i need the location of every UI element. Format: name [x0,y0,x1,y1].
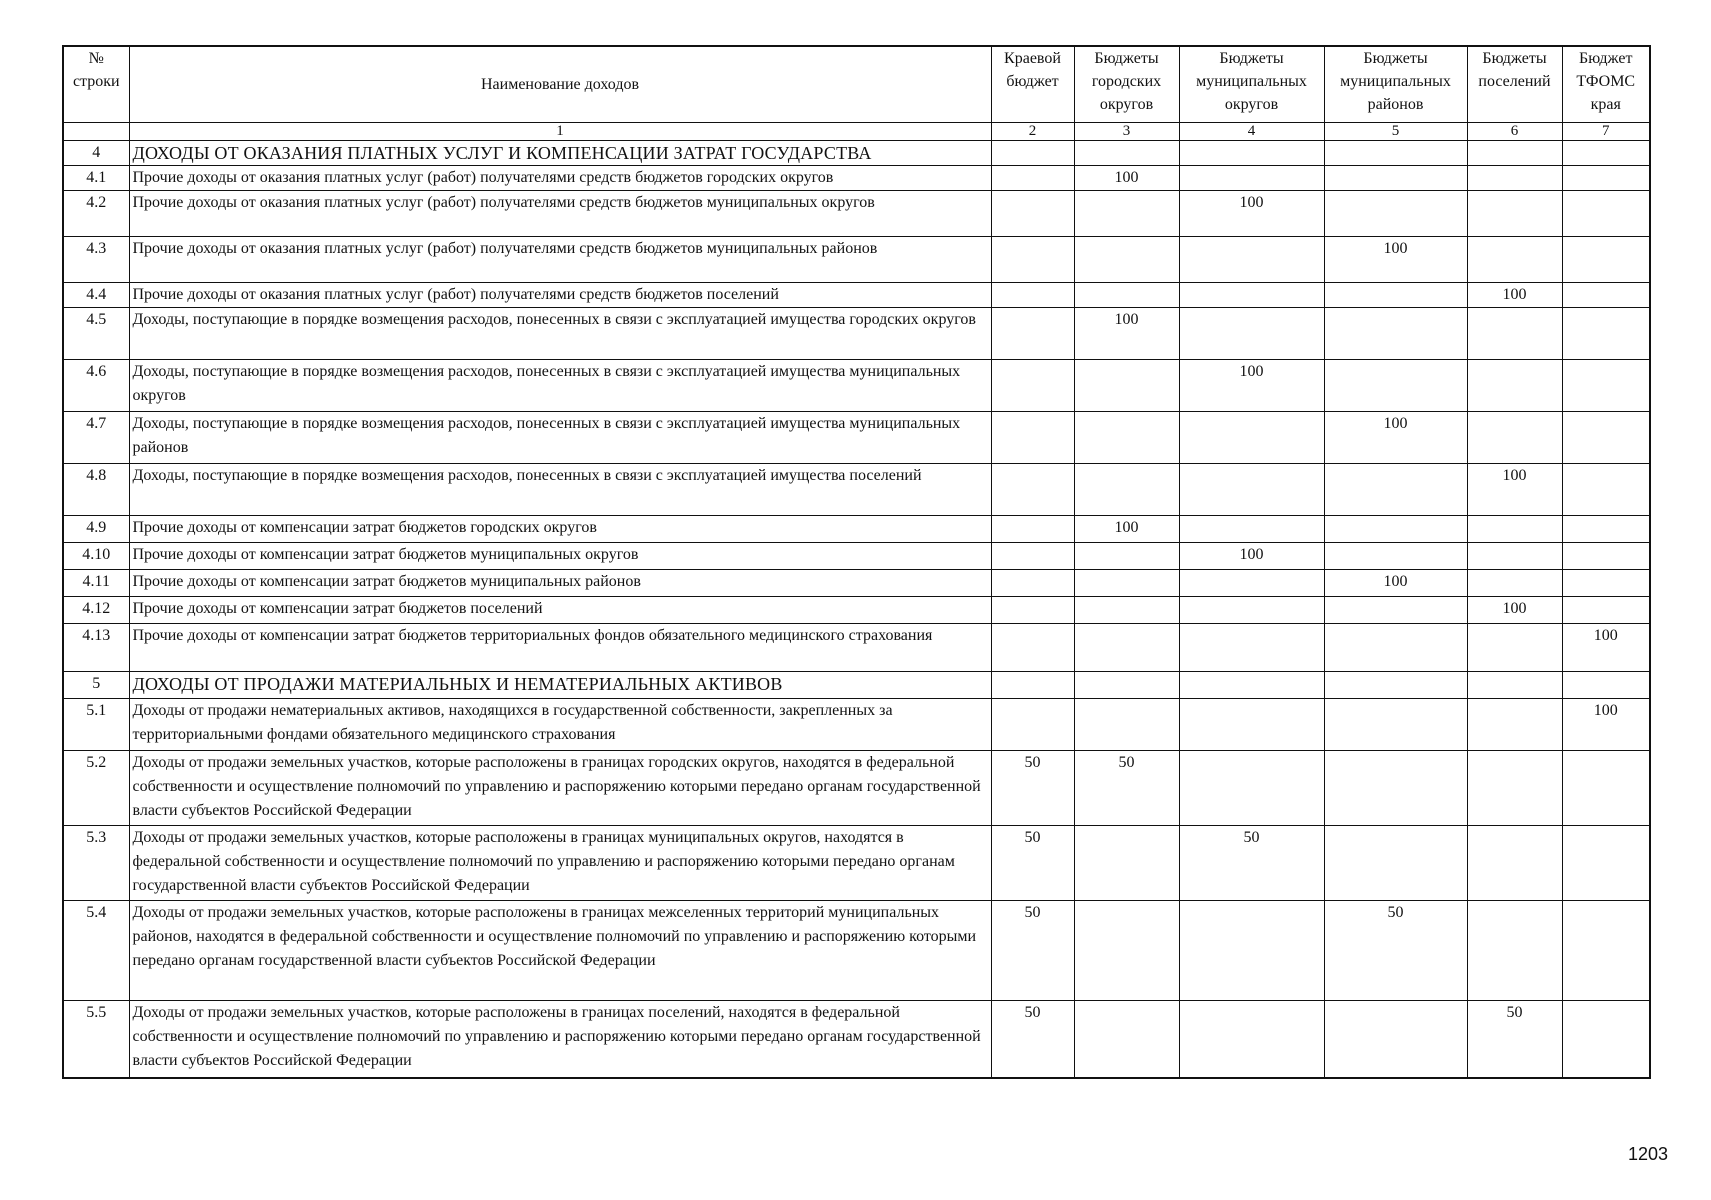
percent-cell [1467,750,1562,825]
table-row [63,411,1650,463]
section-title: ДОХОДЫ ОТ ПРОДАЖИ МАТЕРИАЛЬНЫХ И НЕМАТЕРИАЛЬНЫХ АКТИВОВ [129,671,991,698]
percent-cell [991,165,1074,190]
percent-cell [1324,140,1467,165]
percent-cell [1562,307,1650,359]
row-code: 5.3 [63,825,129,900]
percent-cell: 100 [1179,359,1324,411]
percent-cell: 100 [1467,282,1562,307]
row-code: 4.2 [63,190,129,236]
percent-cell: 100 [1324,236,1467,282]
percent-cell [991,140,1074,165]
percent-cell [1179,463,1324,515]
section-row [63,671,1650,698]
percent-cell [1562,140,1650,165]
table-row [63,900,1650,1000]
percent-cell [1324,542,1467,569]
percent-cell [1562,900,1650,1000]
header-revenue-name: Наименование доходов [129,46,991,122]
section-row [63,140,1650,165]
revenue-name: Прочие доходы от оказания платных услуг (работ) получателями средств бюджетов муниципальных районов [129,236,991,282]
revenue-name: Доходы от продажи земельных участков, которые расположены в границах поселений, находятся в федеральной собственности и осуществление полномочий по управлению и распоряжению которыми передано органам государственной власти субъектов Российской Федерации [129,1000,991,1078]
row-code: 4.13 [63,623,129,671]
row-code: 4.8 [63,463,129,515]
revenue-name: Доходы, поступающие в порядке возмещения расходов, понесенных в связи с эксплуатацией имущества городских округов [129,307,991,359]
row-code: 4.1 [63,165,129,190]
column-number: 6 [1467,122,1562,140]
table-row [63,463,1650,515]
percent-cell [1179,623,1324,671]
percent-cell [1179,282,1324,307]
revenue-distribution-table [62,45,1651,1079]
column-number: 2 [991,122,1074,140]
row-code: 5 [63,671,129,698]
percent-cell [1562,282,1650,307]
column-number: 7 [1562,122,1650,140]
percent-cell [991,515,1074,542]
table-row [63,623,1650,671]
percent-cell [1324,698,1467,750]
percent-cell: 100 [1324,569,1467,596]
percent-cell [1179,515,1324,542]
table-row [63,596,1650,623]
percent-cell [1074,411,1179,463]
percent-cell: 50 [991,825,1074,900]
percent-cell [1179,236,1324,282]
row-code: 4 [63,140,129,165]
header-row-number: № строки [63,46,129,122]
percent-cell [1074,463,1179,515]
revenue-name: Доходы, поступающие в порядке возмещения расходов, понесенных в связи с эксплуатацией имущества муниципальных районов [129,411,991,463]
percent-cell [1179,140,1324,165]
percent-cell [1467,900,1562,1000]
percent-cell [1467,236,1562,282]
percent-cell [1562,750,1650,825]
percent-cell: 50 [1074,750,1179,825]
column-number: 5 [1324,122,1467,140]
revenue-name: Доходы, поступающие в порядке возмещения расходов, понесенных в связи с эксплуатацией имущества поселений [129,463,991,515]
header-tfoms-budget: Бюджет ТФОМС края [1562,46,1650,122]
percent-cell [1562,569,1650,596]
row-code: 4.5 [63,307,129,359]
percent-cell [1467,307,1562,359]
percent-cell [991,623,1074,671]
row-code: 4.9 [63,515,129,542]
percent-cell [991,411,1074,463]
percent-cell [1074,1000,1179,1078]
row-code: 4.12 [63,596,129,623]
table-row [63,515,1650,542]
row-code: 4.6 [63,359,129,411]
percent-cell: 50 [1179,825,1324,900]
revenue-name: Доходы от продажи земельных участков, которые расположены в границах муниципальных округов, находятся в федеральной собственности и осуществление полномочий по управлению и распоряжению которыми передано органам государственной власти субъектов Российской Федерации [129,825,991,900]
percent-cell [1324,596,1467,623]
percent-cell [1324,359,1467,411]
revenue-name: Прочие доходы от компенсации затрат бюджетов поселений [129,596,991,623]
percent-cell [1179,900,1324,1000]
header-municipal-regions-budgets: Бюджеты муниципальных районов [1324,46,1467,122]
revenue-name: Доходы от продажи нематериальных активов, находящихся в государственной собственности, закрепленных за территориальными фондами обязательного медицинского страхования [129,698,991,750]
percent-cell [1467,165,1562,190]
revenue-name: Прочие доходы от компенсации затрат бюджетов муниципальных округов [129,542,991,569]
table-row [63,750,1650,825]
revenue-name: Прочие доходы от оказания платных услуг (работ) получателями средств бюджетов городских округов [129,165,991,190]
percent-cell [1074,596,1179,623]
revenue-name: Доходы от продажи земельных участков, которые расположены в границах городских округов, находятся в федеральной собственности и осуществление полномочий по управлению и распоряжению которыми передано органам государственной власти субъектов Российской Федерации [129,750,991,825]
revenue-name: Доходы, поступающие в порядке возмещения расходов, понесенных в связи с эксплуатацией имущества муниципальных округов [129,359,991,411]
row-code: 5.1 [63,698,129,750]
percent-cell [991,463,1074,515]
percent-cell [1074,698,1179,750]
percent-cell [1179,671,1324,698]
percent-cell [1562,671,1650,698]
table-header-row [63,46,1650,122]
section-title: ДОХОДЫ ОТ ОКАЗАНИЯ ПЛАТНЫХ УСЛУГ И КОМПЕНСАЦИИ ЗАТРАТ ГОСУДАРСТВА [129,140,991,165]
header-municipal-districts-budgets: Бюджеты муниципальных округов [1179,46,1324,122]
column-number: 3 [1074,122,1179,140]
row-code: 5.2 [63,750,129,825]
percent-cell [1324,623,1467,671]
percent-cell [1562,515,1650,542]
percent-cell [991,542,1074,569]
column-number [63,122,129,140]
page-number: 1203 [1628,1144,1669,1164]
percent-cell [1562,411,1650,463]
revenue-name: Прочие доходы от компенсации затрат бюджетов территориальных фондов обязательного медицинского страхования [129,623,991,671]
percent-cell [1562,596,1650,623]
header-city-districts-budgets: Бюджеты городских округов [1074,46,1179,122]
percent-cell [1074,190,1179,236]
revenue-name: Прочие доходы от оказания платных услуг (работ) получателями средств бюджетов муниципальных округов [129,190,991,236]
revenue-name: Прочие доходы от оказания платных услуг (работ) получателями средств бюджетов поселений [129,282,991,307]
percent-cell [1179,165,1324,190]
header-regional-budget: Краевой бюджет [991,46,1074,122]
table-row [63,282,1650,307]
header-settlements-budgets: Бюджеты поселений [1467,46,1562,122]
row-code: 4.4 [63,282,129,307]
percent-cell [1562,359,1650,411]
percent-cell [991,698,1074,750]
percent-cell [1074,671,1179,698]
table-row [63,1000,1650,1078]
table-row [63,542,1650,569]
percent-cell: 100 [1179,542,1324,569]
percent-cell [1074,140,1179,165]
percent-cell: 100 [1562,698,1650,750]
percent-cell [1074,282,1179,307]
row-code: 4.3 [63,236,129,282]
percent-cell: 50 [1324,900,1467,1000]
row-code: 5.4 [63,900,129,1000]
percent-cell [1074,569,1179,596]
column-number: 4 [1179,122,1324,140]
percent-cell [1179,596,1324,623]
percent-cell: 100 [1467,596,1562,623]
percent-cell [1324,1000,1467,1078]
row-code: 4.10 [63,542,129,569]
percent-cell [1562,190,1650,236]
percent-cell [1467,825,1562,900]
percent-cell [1179,698,1324,750]
percent-cell: 100 [1074,307,1179,359]
percent-cell [991,307,1074,359]
percent-cell [991,359,1074,411]
table-row [63,165,1650,190]
percent-cell [1467,623,1562,671]
table-row [63,698,1650,750]
percent-cell [1324,671,1467,698]
table-row [63,307,1650,359]
table-row [63,190,1650,236]
percent-cell [1467,671,1562,698]
percent-cell [1562,463,1650,515]
row-code: 4.7 [63,411,129,463]
table-body [63,140,1650,1078]
percent-cell: 50 [991,1000,1074,1078]
percent-cell [991,569,1074,596]
percent-cell [991,282,1074,307]
percent-cell [1179,1000,1324,1078]
percent-cell [1467,359,1562,411]
percent-cell [1074,825,1179,900]
percent-cell [1074,900,1179,1000]
percent-cell: 100 [1074,165,1179,190]
revenue-name: Доходы от продажи земельных участков, которые расположены в границах межселенных территорий муниципальных районов, находятся в федеральной собственности и осуществление полномочий по управлению и распоряжению которыми передано органам государственной власти субъектов Российской Федерации [129,900,991,1000]
percent-cell [1324,282,1467,307]
percent-cell [991,596,1074,623]
percent-cell [1467,411,1562,463]
percent-cell [1324,463,1467,515]
percent-cell [991,671,1074,698]
percent-cell [1562,542,1650,569]
row-code: 5.5 [63,1000,129,1078]
percent-cell: 50 [991,750,1074,825]
percent-cell [1562,165,1650,190]
percent-cell [1562,825,1650,900]
percent-cell [1074,236,1179,282]
percent-cell [1324,825,1467,900]
table-row [63,825,1650,900]
table-row [63,236,1650,282]
percent-cell [1562,236,1650,282]
column-number: 1 [129,122,991,140]
percent-cell [1179,307,1324,359]
percent-cell [1324,750,1467,825]
percent-cell [1179,411,1324,463]
revenue-name: Прочие доходы от компенсации затрат бюджетов муниципальных районов [129,569,991,596]
percent-cell: 100 [1324,411,1467,463]
percent-cell [1179,569,1324,596]
percent-cell [1467,140,1562,165]
percent-cell: 100 [1467,463,1562,515]
percent-cell [1467,569,1562,596]
percent-cell [1467,190,1562,236]
revenue-name: Прочие доходы от компенсации затрат бюджетов городских округов [129,515,991,542]
percent-cell [1324,165,1467,190]
percent-cell [991,190,1074,236]
row-code: 4.11 [63,569,129,596]
percent-cell [1179,750,1324,825]
table-row [63,359,1650,411]
percent-cell [1074,359,1179,411]
percent-cell [1467,515,1562,542]
percent-cell: 50 [1467,1000,1562,1078]
percent-cell: 100 [1074,515,1179,542]
percent-cell [1074,623,1179,671]
percent-cell [1324,190,1467,236]
percent-cell: 100 [1562,623,1650,671]
table-row [63,569,1650,596]
percent-cell [1324,515,1467,542]
percent-cell: 50 [991,900,1074,1000]
percent-cell [991,236,1074,282]
percent-cell [1467,542,1562,569]
column-number-row [63,122,1650,140]
percent-cell [1074,542,1179,569]
percent-cell [1324,307,1467,359]
percent-cell [1467,698,1562,750]
percent-cell: 100 [1179,190,1324,236]
percent-cell [1562,1000,1650,1078]
